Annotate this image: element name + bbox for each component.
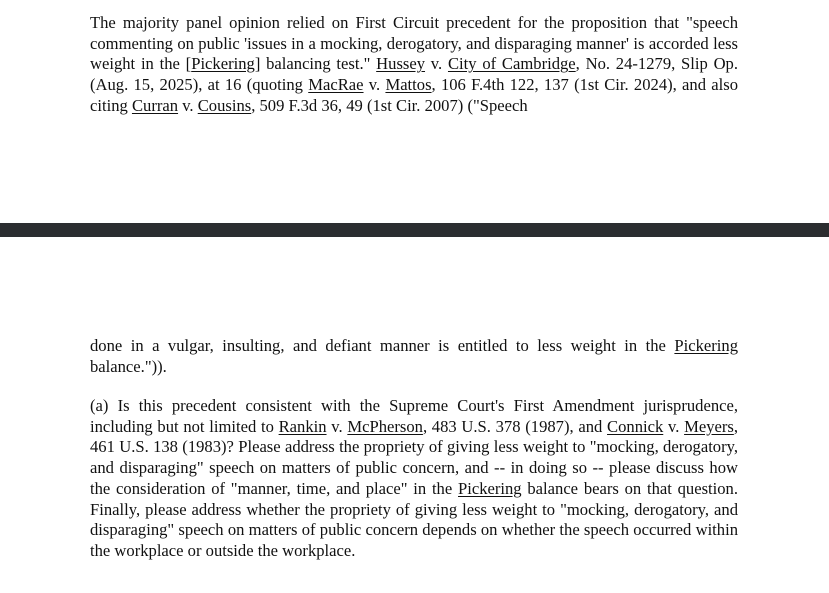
text-run: , 483 U.S. 378 (1987), and — [422, 416, 608, 436]
text-run: , 461 U.S. 138 (1983)? Please address the propriety of giving less weight to "mocking, derogatory, and disparaging" speech on matters of public concern, and -- in doing so -- please discuss how the consideration of "manner, time, and place" in the — [90, 416, 738, 498]
text-run: v. — [425, 54, 448, 74]
opinion-paragraph — [90, 13, 738, 117]
case-name-hussey: Hussey — [376, 54, 426, 74]
case-name-mattos: Mattos — [385, 75, 432, 95]
text-run: (a) Is this precedent consistent with the Supreme Court's First Amendment jurisprudence, including but not limited to — [90, 396, 738, 436]
text-run: The majority panel opinion relied on First Circuit precedent for the proposition that "speech commenting on public 'issues in a mocking, derogatory, and disparaging manner' is accorded less weight in the [ — [90, 13, 738, 74]
text-run: ] balancing test." — [254, 54, 377, 74]
continuation-paragraph — [90, 336, 738, 377]
text-run: , No. 24-1279, Slip Op. (Aug. 15, 2025), at 16 (quoting — [90, 54, 738, 95]
case-name-rankin: Rankin — [278, 416, 327, 436]
page-break-gap — [0, 223, 829, 237]
case-name-pickering: Pickering — [191, 54, 255, 74]
text-run: v. — [663, 416, 685, 436]
text-run: balance bears on that question. Finally, please address whether the propriety of giving less weight to "mocking, derogatory, and disparaging" speech on matters of public concern depends on whether the speech occurred within the workplace or outside the workplace. — [90, 478, 738, 560]
text-run: balance.")). — [90, 356, 167, 376]
text-run: v. — [178, 95, 198, 115]
case-name-curran: Curran — [131, 95, 179, 115]
case-name-mcpherson: McPherson — [347, 416, 423, 436]
text-run: v. — [326, 416, 348, 436]
text-run: v. — [363, 75, 386, 95]
case-name-city-of-cambridge: City of Cambridge — [447, 54, 576, 74]
case-name-cousins: Cousins — [197, 95, 252, 115]
question-a-paragraph — [90, 396, 738, 562]
case-name-connick: Connick — [607, 416, 664, 436]
case-name-macrae: MacRae — [308, 75, 364, 95]
text-run: done in a vulgar, insulting, and defiant manner is entitled to less weight in the — [90, 336, 675, 355]
case-name-pickering: Pickering — [674, 336, 738, 355]
text-run: , 106 F.4th 122, 137 (1st Cir. 2024), and also citing — [90, 75, 739, 115]
case-name-meyers: Meyers — [684, 416, 734, 436]
case-name-pickering: Pickering — [458, 478, 522, 498]
text-run: , 509 F.3d 36, 49 (1st Cir. 2007) ("Speech — [251, 95, 528, 115]
document-page-top — [0, 0, 829, 223]
